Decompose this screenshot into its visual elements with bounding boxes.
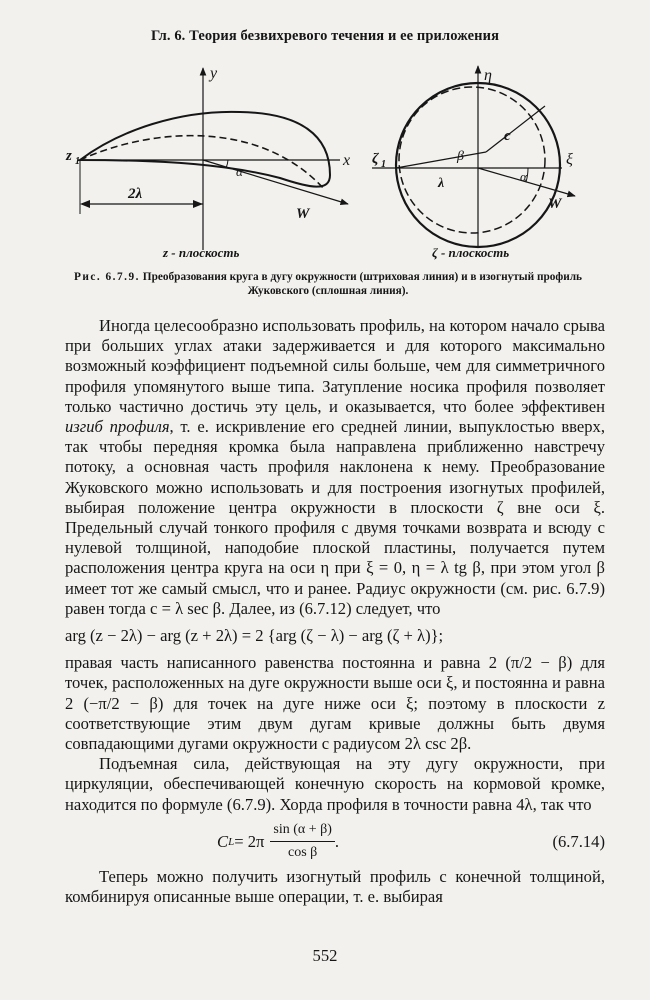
paragraph-2: правая часть написанного равенства постоянна и равна 2 (π/2 − β) для точек, расположенных на дуге окружности выше оси ξ, и постоянна и равна 2 (−π/2 − β) для точек на дуге ниже оси ξ; поэтому в плоскости z соответствующие этим двум дугам кривые должны быть двумя совпадающими дугами окружности с радиусом 2λ csc 2β. — [65, 653, 605, 754]
formula-lift-coefficient — [65, 819, 605, 865]
z-plane-label: z - плоскость — [163, 245, 240, 260]
z1-point-sub: 1 — [75, 156, 80, 167]
z-2lambda-label: 2λ — [128, 186, 143, 202]
dimension-arrow-right — [193, 200, 203, 208]
zeta-eta-label: η — [484, 67, 492, 84]
figure-6-7-9 — [0, 0, 650, 270]
paragraph-4: Теперь можно получить изогнутый профиль с конечной толщиной, комбинируя описанные выше операции, т. е. выбирая — [65, 866, 605, 907]
caption-prefix: Рис. 6.7.9. — [73, 271, 140, 283]
z-axis-y-label: y — [210, 65, 218, 82]
caption-text: Преобразования круга в дугу окружности (штриховая линия) и в изогнутый профиль Жуковского (сплошная линия). — [142, 271, 583, 297]
paragraph-1: Иногда целесообразно использовать профиль, на котором начало срыва при больших углах атаки задерживается и для которого максимально возможный коэффициент подъемной силы больше, чем для симметричного профиля упомянутого выше типа. Затупление носика профиля позволяет только частично достичь эту цель, и оказывается, что более эффективен изгиб профиля, т. е. искривление его средней линии, выпуклостью вверх, так чтобы передняя кромка была направлена приближенно навстречу потоку, а основная часть профиля наклонена к нему. Преобразование Жуковского можно использовать и для построения изогнутых профилей, выбирая положение центра окружности в плоскости ζ вне оси ξ. Предельный случай тонкого профиля с двумя точками возврата и всюду с нулевой толщиной, наподобие плоской пластины, получается путем расположения центра круга на оси η при ξ = 0, η = λ tg β, при этом угол β имеет тот же самый смысл, что и ранее. Радиус окружности (см. рис. 6.7.9) равен тогда c = λ sec β. Далее, из (6.7.12) следует, что — [65, 316, 605, 618]
paragraph-3: Подъемная сила, действующая на эту дугу окружности, при циркуляции, обеспечивающей конечную скорость на кормовой кромке, находится по формуле (6.7.9). Хорда профиля в точности равна 4λ, так что — [65, 754, 605, 814]
z-velocity-label: W — [296, 206, 310, 222]
z-axis-x-label: x — [343, 152, 351, 169]
formula-lift-expression: C L = 2π $\frac{\sin (\alpha + \beta)}{\text{cos β}}$ . — [217, 819, 339, 865]
zeta-beta-label: β — [457, 149, 464, 164]
formula-arg-expression: arg (z − 2λ) − arg (z + 2λ) = 2 {arg (ζ − λ) − arg (ζ + λ)}; — [65, 626, 444, 646]
z-angle-arc — [226, 160, 228, 168]
running-title: Гл. 6. Теория безвихревого течения и ее приложения — [150, 28, 500, 44]
equation-number: (6.7.14) — [552, 831, 605, 851]
emphasis-camber: изгиб профиля — [65, 417, 170, 437]
zeta-lambda-label: λ — [438, 176, 445, 191]
formula-arg — [65, 626, 605, 646]
figure-caption — [58, 270, 598, 298]
zeta-radius-line — [486, 106, 545, 152]
dimension-arrow — [80, 200, 90, 208]
z-velocity-line — [203, 160, 348, 204]
z-alpha-label: α — [236, 164, 243, 179]
zeta-circle-dashed — [399, 87, 545, 233]
z1-point-label: z — [66, 148, 72, 164]
zeta-beta-line — [396, 152, 486, 168]
zeta-alpha-label: α — [520, 169, 527, 184]
zeta1-point-label: ζ — [372, 151, 379, 167]
zeta-radius-label: c — [504, 128, 511, 144]
formula-fraction: $\frac{\sin (\alpha + \beta)}{\text{cos β}}$ — [270, 820, 335, 863]
joukowski-profile-solid — [80, 112, 330, 187]
zeta-velocity-label: W — [548, 196, 562, 212]
zeta1-point-sub: 1 — [381, 159, 386, 170]
z-plane-diagram — [65, 65, 350, 260]
page-number: 552 — [312, 946, 338, 965]
body-text — [65, 316, 605, 907]
zeta-plane-diagram — [372, 66, 575, 260]
zeta-plane-label: ζ - плоскость — [432, 245, 510, 260]
zeta-xi-label: ξ — [566, 151, 573, 168]
